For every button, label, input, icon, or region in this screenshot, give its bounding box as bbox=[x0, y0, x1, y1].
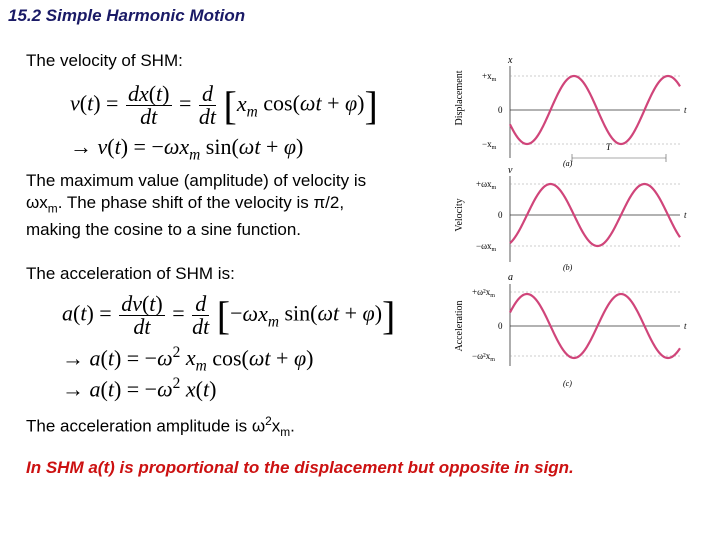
acceleration-caption: (c) bbox=[563, 379, 572, 388]
velocity-top-label: $+\omega x_m$ bbox=[476, 179, 497, 191]
shm-graphs bbox=[448, 50, 698, 395]
acceleration-t-label: t bbox=[684, 321, 687, 331]
acceleration-axis-var: a bbox=[508, 272, 513, 283]
velocity-equation-2: → $v(t) = -\omega x_m$ sin(ωt + φ) bbox=[70, 134, 304, 164]
acc-amplitude-text: The acceleration amplitude is $\omega^2x_m$. bbox=[26, 414, 295, 440]
acceleration-bottom-label: $-\omega^2x_m$ bbox=[472, 351, 495, 363]
displacement-t-label: t bbox=[684, 105, 687, 115]
displacement-axis-var: x bbox=[508, 55, 513, 66]
displacement-caption: (a) bbox=[563, 159, 573, 168]
velocity-caption: (b) bbox=[563, 263, 573, 272]
slide-title: 15.2 Simple Harmonic Motion bbox=[8, 6, 246, 25]
acceleration-zero-label: 0 bbox=[498, 321, 503, 331]
acceleration-graph bbox=[454, 272, 687, 388]
velocity-axis-var: v bbox=[508, 165, 513, 176]
amplitude-paragraph bbox=[26, 170, 436, 241]
displacement-bottom-label: $-x_m$ bbox=[482, 139, 497, 151]
amplitude-line-3: making the cosine to a sine function. bbox=[26, 220, 301, 240]
displacement-top-label: $+x_m$ bbox=[482, 71, 497, 83]
velocity-ylabel: Velocity bbox=[454, 198, 465, 232]
velocity-intro: The velocity of SHM: bbox=[26, 51, 183, 70]
displacement-zero-label: 0 bbox=[498, 105, 503, 115]
period-label: T bbox=[606, 142, 612, 152]
amplitude-line-1: The maximum value (amplitude) of velocity is bbox=[26, 171, 367, 190]
displacement-ylabel: Displacement bbox=[454, 70, 465, 126]
velocity-zero-label: 0 bbox=[498, 210, 503, 220]
displacement-graph bbox=[454, 55, 687, 168]
velocity-bottom-label: $-\omega x_m$ bbox=[476, 241, 497, 253]
velocity-equation-1: v(t) = $\frac{dx(t)}{dt}$ = $\frac{d}{dt}$ [$x_m$ cos(ωt + φ)] bbox=[70, 81, 378, 129]
acceleration-equation-1: a(t) = $\frac{dv(t)}{dt}$ = $\frac{d}{dt}$ [$-\omega x_m$ sin(ωt + φ)] bbox=[62, 291, 396, 339]
acceleration-equation-2: → $a(t) = -\omega^2$ $x_m$ cos(ωt + φ) bbox=[62, 344, 314, 375]
velocity-graph bbox=[454, 165, 687, 272]
acceleration-intro: The acceleration of SHM is: bbox=[26, 264, 235, 283]
acceleration-top-label: $+\omega^2x_m$ bbox=[472, 287, 495, 299]
velocity-t-label: t bbox=[684, 210, 687, 220]
acceleration-ylabel: Acceleration bbox=[454, 300, 465, 352]
acceleration-equation-3: → $a(t) = -\omega^2$ x(t) bbox=[62, 375, 217, 402]
conclusion-text: In SHM a(t) is proportional to the displacement but opposite in sign. bbox=[26, 458, 574, 477]
amplitude-line-2: $\omega x_m$. The phase shift of the velocity is π/2, bbox=[26, 193, 345, 216]
